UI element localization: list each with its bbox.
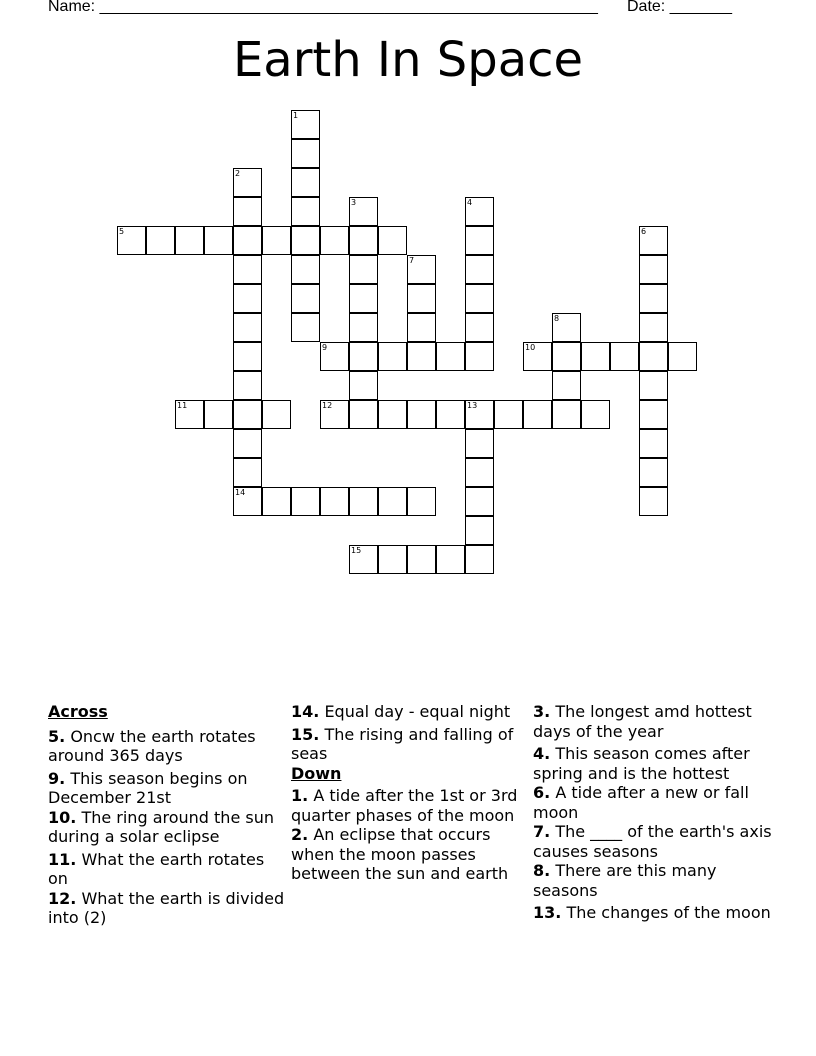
grid-cell[interactable] [407, 487, 436, 516]
page-title: Earth In Space [232, 32, 584, 88]
grid-cell[interactable] [233, 197, 262, 226]
down-heading: Down [291, 763, 342, 783]
clue-number-5: 5 [119, 227, 125, 236]
grid-cell[interactable] [349, 313, 378, 342]
grid-cell[interactable] [465, 284, 494, 313]
grid-cell[interactable] [349, 255, 378, 284]
grid-cell[interactable] [465, 545, 494, 574]
grid-cell[interactable] [175, 226, 204, 255]
clue-across-10: 10. The ring around the sun during a solar eclipse [48, 807, 274, 846]
grid-cell[interactable] [349, 284, 378, 313]
clue-down-1: 1. A tide after the 1st or 3rd quarter phases of the moon [291, 786, 518, 825]
grid-cell[interactable] [639, 342, 668, 371]
clue-number-12: 12 [322, 401, 333, 410]
grid-cell[interactable] [407, 284, 436, 313]
grid-cell[interactable] [262, 400, 291, 429]
grid-cell[interactable] [291, 255, 320, 284]
clue-across-14: 14. Equal day - equal night [291, 702, 511, 721]
grid-cell[interactable] [291, 226, 320, 255]
grid-cell[interactable] [465, 226, 494, 255]
grid-cell[interactable] [233, 400, 262, 429]
grid-cell[interactable] [581, 342, 610, 371]
grid-cell[interactable] [233, 284, 262, 313]
grid-cell[interactable] [349, 342, 378, 371]
grid-cell[interactable] [639, 429, 668, 458]
grid-cell[interactable] [291, 487, 320, 516]
grid-cell[interactable] [465, 487, 494, 516]
clue-down-7: 7. The ____ of the earth's axis causes seasons [533, 822, 772, 861]
grid-cell[interactable] [465, 429, 494, 458]
clue-down-3: 3. The longest amd hottest days of the year [533, 702, 752, 741]
clue-number-4: 4 [467, 198, 473, 207]
clue-down-2: 2. An eclipse that occurs when the moon passes between the sun and earth [291, 825, 509, 883]
grid-cell[interactable] [436, 342, 465, 371]
grid-cell[interactable] [146, 226, 175, 255]
clue-number-1: 1 [293, 111, 299, 120]
name-field-label: Name: ________________________________________________________ [48, 0, 598, 15]
clue-down-13: 13. The changes of the moon [533, 903, 771, 922]
grid-cell[interactable] [204, 400, 233, 429]
grid-cell[interactable] [204, 226, 233, 255]
grid-cell[interactable] [465, 516, 494, 545]
clue-number-13: 13 [467, 401, 478, 410]
grid-cell[interactable] [407, 400, 436, 429]
grid-cell[interactable] [639, 371, 668, 400]
clue-across-9: 9. This season begins on December 21st [48, 768, 248, 807]
grid-cell[interactable] [233, 458, 262, 487]
grid-cell[interactable] [233, 255, 262, 284]
grid-cell[interactable] [639, 255, 668, 284]
clue-number-11: 11 [177, 401, 188, 410]
grid-cell[interactable] [320, 487, 349, 516]
grid-cell[interactable] [639, 487, 668, 516]
clue-down-6: 6. A tide after a new or fall moon [533, 783, 749, 822]
grid-cell[interactable] [233, 313, 262, 342]
grid-cell[interactable] [610, 342, 639, 371]
clue-number-3: 3 [351, 198, 357, 207]
grid-cell[interactable] [639, 284, 668, 313]
clue-across-15: 15. The rising and falling of seas [291, 724, 514, 763]
grid-cell[interactable] [378, 226, 407, 255]
grid-cell[interactable] [233, 342, 262, 371]
grid-cell[interactable] [262, 487, 291, 516]
grid-cell[interactable] [291, 284, 320, 313]
grid-cell[interactable] [639, 313, 668, 342]
grid-cell[interactable] [262, 226, 291, 255]
clue-across-12: 12. What the earth is divided into (2) [48, 888, 285, 927]
clue-number-15: 15 [351, 546, 362, 555]
clue-down-8: 8. There are this many seasons [533, 861, 717, 900]
grid-cell[interactable] [407, 313, 436, 342]
grid-cell[interactable] [407, 545, 436, 574]
grid-cell[interactable] [349, 487, 378, 516]
grid-cell[interactable] [639, 400, 668, 429]
grid-cell[interactable] [552, 342, 581, 371]
clue-number-8: 8 [554, 314, 560, 323]
grid-cell[interactable] [291, 139, 320, 168]
grid-cell[interactable] [233, 226, 262, 255]
grid-cell[interactable] [349, 400, 378, 429]
grid-cell[interactable] [349, 226, 378, 255]
clues-column-1 [48, 702, 288, 928]
clue-number-2: 2 [235, 169, 241, 178]
grid-cell[interactable] [668, 342, 697, 371]
clues-column-3 [533, 702, 773, 923]
clue-number-6: 6 [641, 227, 647, 236]
clue-number-14: 14 [235, 488, 246, 497]
grid-cell[interactable] [465, 458, 494, 487]
grid-cell[interactable] [407, 342, 436, 371]
grid-cell[interactable] [378, 545, 407, 574]
across-heading: Across [48, 702, 108, 721]
grid-cell[interactable] [291, 168, 320, 197]
clue-across-11: 11. What the earth rotates on [48, 849, 265, 888]
clue-number-7: 7 [409, 256, 415, 265]
grid-cell[interactable] [465, 255, 494, 284]
grid-cell[interactable] [523, 400, 552, 429]
grid-cell[interactable] [378, 400, 407, 429]
clue-across-5: 5. Oncw the earth rotates around 365 days [48, 726, 256, 765]
grid-cell[interactable] [552, 400, 581, 429]
grid-cell[interactable] [639, 458, 668, 487]
grid-cell[interactable] [233, 429, 262, 458]
grid-cell[interactable] [378, 487, 407, 516]
clue-down-4: 4. This season comes after spring and is the hottest [533, 744, 750, 783]
grid-cell[interactable] [436, 400, 465, 429]
grid-cell[interactable] [291, 197, 320, 226]
grid-cell[interactable] [349, 371, 378, 400]
grid-cell[interactable] [378, 342, 407, 371]
date-field-label: Date: _______ [627, 0, 732, 15]
clues-column-2 [291, 702, 531, 884]
grid-cell[interactable] [320, 226, 349, 255]
grid-cell[interactable] [465, 342, 494, 371]
grid-cell[interactable] [581, 400, 610, 429]
grid-cell[interactable] [494, 400, 523, 429]
grid-cell[interactable] [552, 371, 581, 400]
grid-cell[interactable] [291, 313, 320, 342]
clue-number-9: 9 [322, 343, 328, 352]
grid-cell[interactable] [465, 313, 494, 342]
clue-number-10: 10 [525, 343, 536, 352]
grid-cell[interactable] [436, 545, 465, 574]
grid-cell[interactable] [233, 371, 262, 400]
